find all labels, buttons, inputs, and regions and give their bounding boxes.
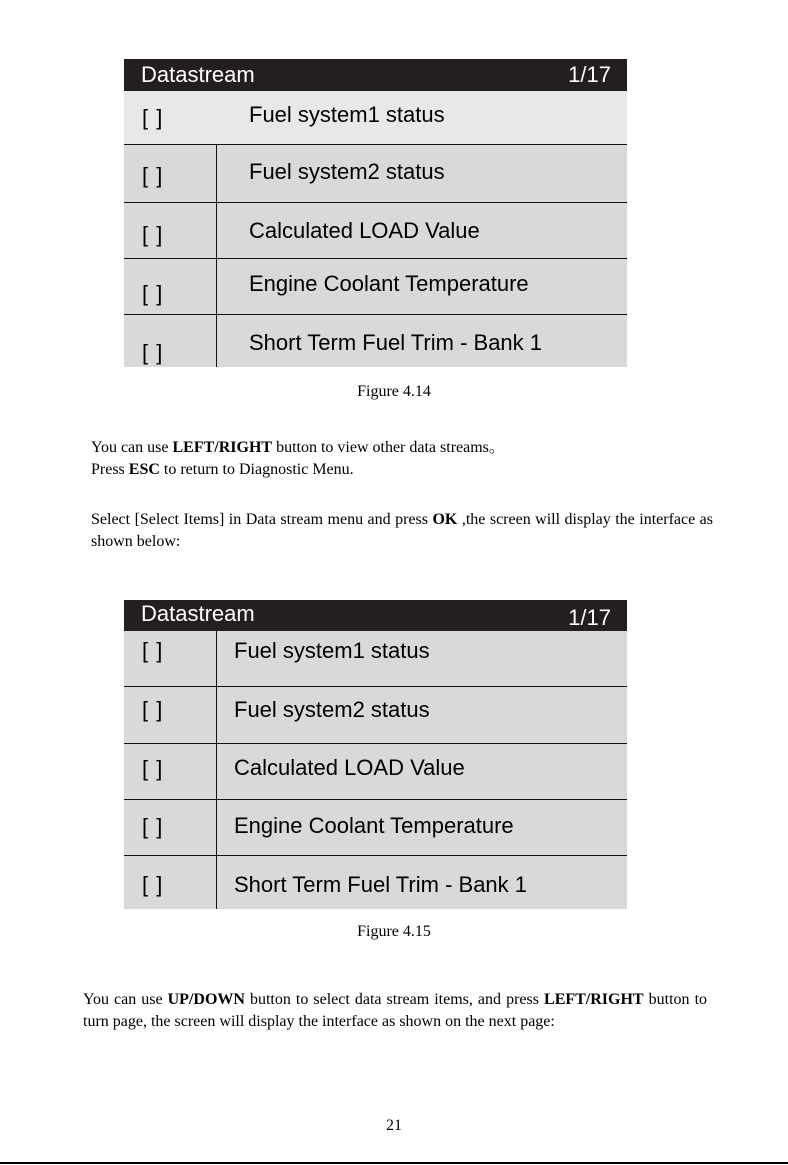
item-label: Calculated LOAD Value — [249, 218, 480, 243]
paragraph-left-right: You can use LEFT/RIGHT button to view other data streams。 Press ESC to return to Diagnostic Menu. — [91, 439, 505, 478]
datastream-item-row[interactable] — [124, 258, 627, 314]
datastream-screen-figure-4-14 — [124, 59, 627, 367]
item-checkbox[interactable]: [ ] — [124, 856, 217, 909]
item-checkbox[interactable]: [ ] — [142, 105, 164, 130]
datastream-item-row[interactable] — [124, 855, 627, 909]
item-label: Fuel system2 status — [249, 159, 445, 184]
item-label: Calculated LOAD Value — [234, 755, 465, 780]
item-label: Fuel system1 status — [249, 102, 445, 127]
datastream-item-row[interactable] — [124, 144, 627, 202]
datastream-item-row[interactable] — [124, 314, 627, 367]
datastream-item-row[interactable] — [124, 202, 627, 258]
datastream-item-row[interactable] — [124, 631, 627, 686]
item-label: Engine Coolant Temperature — [234, 813, 514, 838]
screen-title-bar — [124, 600, 627, 631]
item-label: Fuel system1 status — [234, 638, 430, 663]
screen-title: Datastream — [141, 62, 255, 87]
page-bottom-rule — [0, 1162, 788, 1164]
item-label: Short Term Fuel Trim - Bank 1 — [249, 330, 543, 355]
item-checkbox[interactable]: [ ] — [124, 315, 217, 367]
item-checkbox[interactable]: [ ] — [124, 744, 217, 799]
paragraph-select-items: Select [Select Items] in Data stream menu and press OK ,the screen will display the interface as shown below: — [91, 511, 714, 550]
screen-title-bar — [124, 59, 627, 91]
datastream-item-row[interactable] — [124, 91, 627, 144]
screen-title: Datastream — [141, 601, 255, 626]
figure-caption: Figure 4.15 — [357, 923, 431, 940]
item-checkbox[interactable]: [ ] — [124, 259, 217, 314]
item-checkbox[interactable]: [ ] — [124, 687, 217, 743]
datastream-item-row[interactable] — [124, 686, 627, 743]
page-indicator: 1/17 — [568, 62, 611, 87]
datastream-screen-figure-4-15 — [124, 600, 627, 909]
page-indicator: 1/17 — [568, 605, 611, 630]
item-label: Fuel system2 status — [234, 697, 430, 722]
datastream-item-row[interactable] — [124, 799, 627, 855]
paragraph-up-down: You can use UP/DOWN button to select data stream items, and press LEFT/RIGHT button to turn page, the screen will display the interface as shown on the next page: — [83, 991, 708, 1030]
datastream-item-row[interactable] — [124, 743, 627, 799]
item-checkbox[interactable]: [ ] — [124, 145, 217, 202]
item-checkbox[interactable]: [ ] — [124, 203, 217, 258]
item-label: Engine Coolant Temperature — [249, 271, 529, 296]
item-checkbox[interactable]: [ ] — [124, 800, 217, 855]
figure-caption: Figure 4.14 — [357, 383, 431, 400]
page-number: 21 — [386, 1117, 402, 1134]
item-label: Short Term Fuel Trim - Bank 1 — [234, 872, 528, 897]
item-checkbox[interactable]: [ ] — [124, 631, 217, 686]
